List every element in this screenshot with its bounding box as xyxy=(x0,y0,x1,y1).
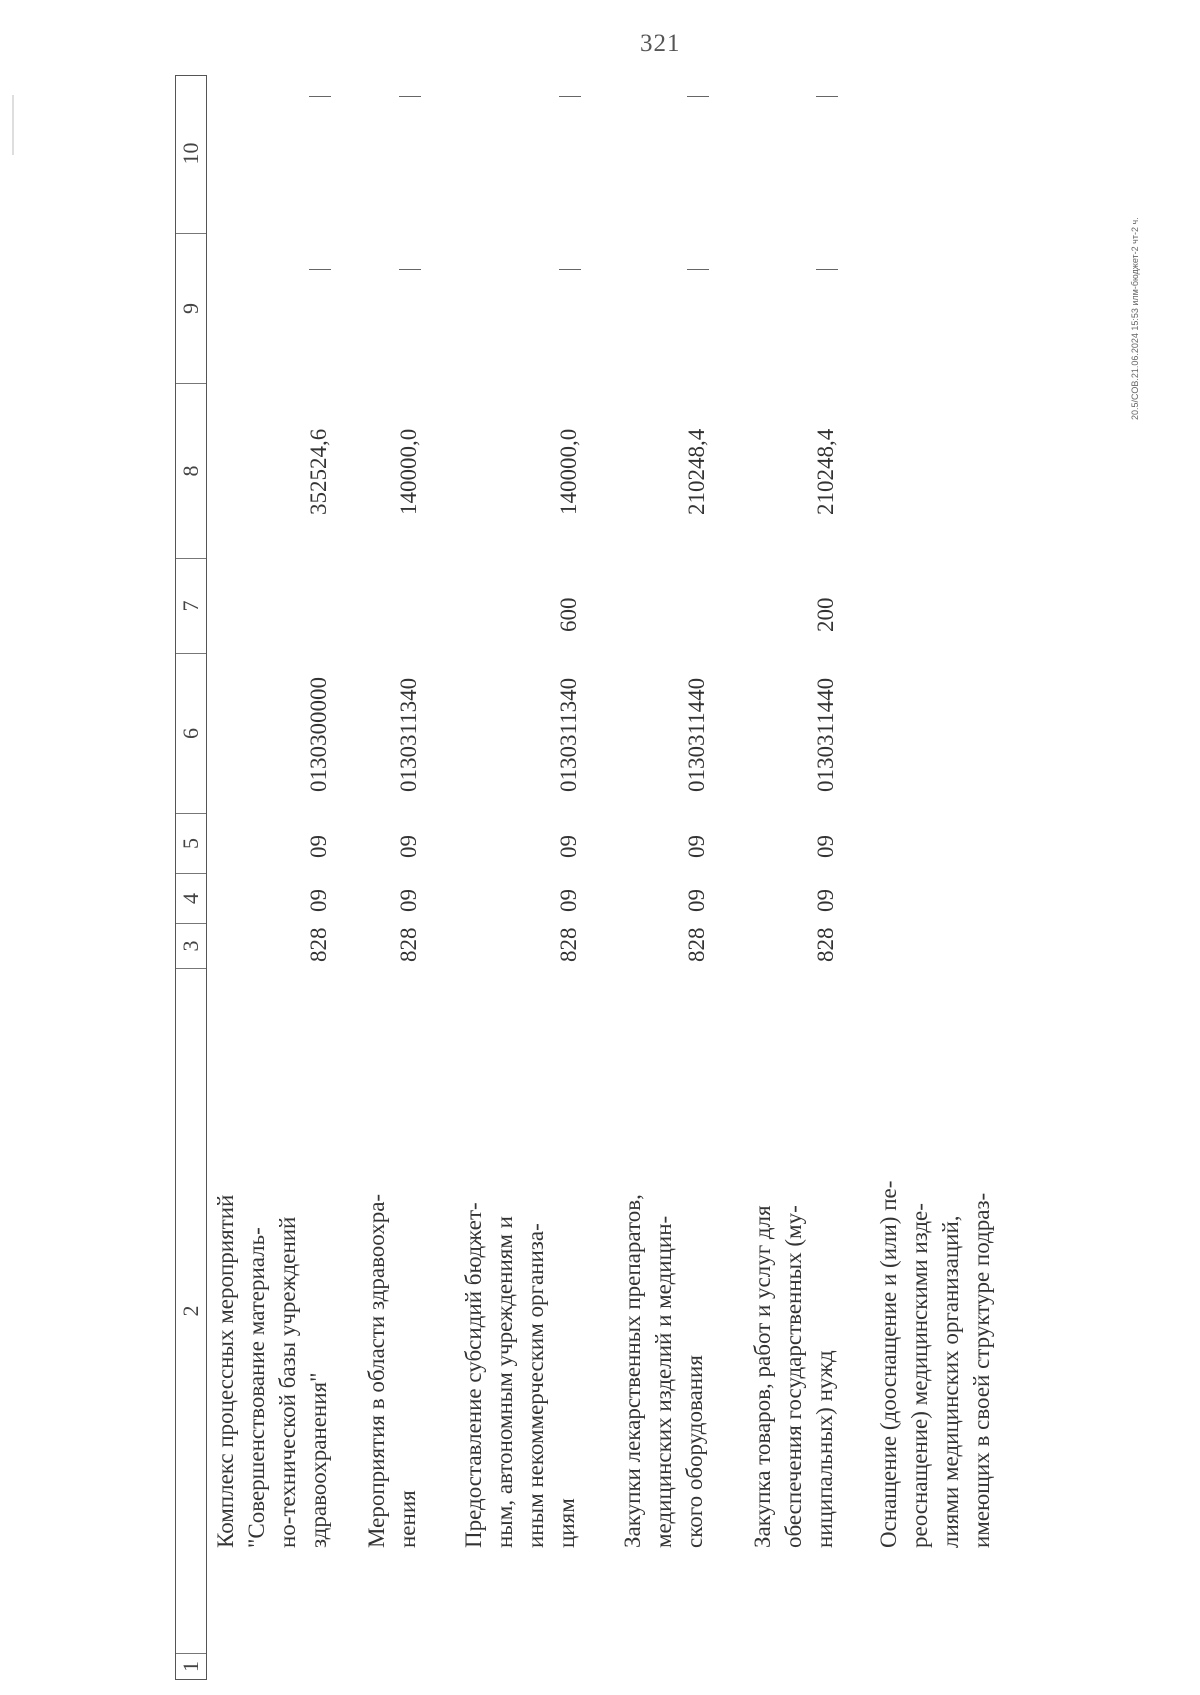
row-4-col-10-dash xyxy=(687,96,709,97)
header-col-5: 5 xyxy=(176,814,206,874)
budget-table xyxy=(175,75,1095,1680)
row-4-col-5: 09 xyxy=(684,835,709,858)
header-col-10: 10 xyxy=(176,74,206,234)
page-number: 321 xyxy=(640,30,681,57)
row-1-col-6: 0130300000 xyxy=(306,677,331,792)
row-5-col-4: 09 xyxy=(813,889,838,912)
header-col-1: 1 xyxy=(178,1661,203,1672)
header-col-7: 7 xyxy=(176,559,206,654)
row-3-col-4: 09 xyxy=(556,889,581,912)
header-col-8: 8 xyxy=(176,384,206,559)
row-3-col-10-dash xyxy=(559,96,581,97)
row-2-col-4: 09 xyxy=(396,889,421,912)
row-3-col-5: 09 xyxy=(556,835,581,858)
row-4-col-3: 828 xyxy=(684,927,709,962)
header-col-2: 2 xyxy=(176,969,206,1654)
row-4-col-4: 09 xyxy=(684,889,709,912)
row-2-col-6: 0130311340 xyxy=(396,677,421,792)
row-2-col-9-dash xyxy=(399,269,421,270)
row-5-col-8: 210248,4 xyxy=(813,428,838,515)
row-5-col-3: 828 xyxy=(813,927,838,962)
header-col-4: 4 xyxy=(176,874,206,924)
header-col-6: 6 xyxy=(176,654,206,814)
row-3-col-3: 828 xyxy=(556,927,581,962)
document-stamp: 20.5/СОВ.21.06.2024 15:53 илм-бюджет-2 чт-2 ч. xyxy=(1130,217,1140,420)
row-3-col-8: 140000,0 xyxy=(556,428,581,515)
row-1-col-10-dash xyxy=(309,96,331,97)
header-col-3: 3 xyxy=(176,924,206,969)
row-3-col-6: 0130311340 xyxy=(556,677,581,792)
row-3-col-7: 600 xyxy=(556,597,581,632)
scan-artifact xyxy=(12,95,14,155)
row-5-description: Закупка товаров, работ и услуг для обеспечения государственных (му- ниципальных) нужд xyxy=(750,1205,837,1548)
row-3-description: Предоставление субсидий бюджет- ным, автономным учреждениям и иным некоммерческим организа- циям xyxy=(461,1202,579,1548)
row-1-col-8: 352524,6 xyxy=(306,428,331,515)
row-5-col-9-dash xyxy=(816,269,838,270)
header-col-9: 9 xyxy=(176,234,206,384)
row-5-col-5: 09 xyxy=(813,835,838,858)
row-5-col-7: 200 xyxy=(813,597,838,632)
row-4-description: Закупки лекарственных препаратов, медицинских изделий и медицин- ского оборудования xyxy=(620,1194,707,1548)
row-2-col-3: 828 xyxy=(396,927,421,962)
row-1-col-5: 09 xyxy=(306,835,331,858)
row-2-col-5: 09 xyxy=(396,835,421,858)
row-3-col-9-dash xyxy=(559,269,581,270)
row-2-description: Мероприятия в области здравоохра- нения xyxy=(364,1193,420,1548)
row-2-col-10-dash xyxy=(399,96,421,97)
row-1-col-3: 828 xyxy=(306,927,331,962)
row-1-description: Комплекс процессных мероприятий "Совершенствование материаль- но-технической базы учреждений здравоохранения" xyxy=(213,1194,331,1548)
row-4-col-8: 210248,4 xyxy=(684,428,709,515)
row-5-col-10-dash xyxy=(816,96,838,97)
row-4-col-9-dash xyxy=(687,269,709,270)
table-header-row xyxy=(175,75,207,1680)
row-2-col-8: 140000,0 xyxy=(396,428,421,515)
row-1-col-4: 09 xyxy=(306,889,331,912)
row-5-col-6: 0130311440 xyxy=(813,677,838,792)
row-1-col-9-dash xyxy=(309,269,331,270)
row-6-description: Оснащение (дооснащение и (или) пе- реоснащение) медицинскими изде- лиями медицинских организаций, имеющих в своей структуре подраз- xyxy=(876,1180,994,1548)
row-4-col-6: 0130311440 xyxy=(684,677,709,792)
